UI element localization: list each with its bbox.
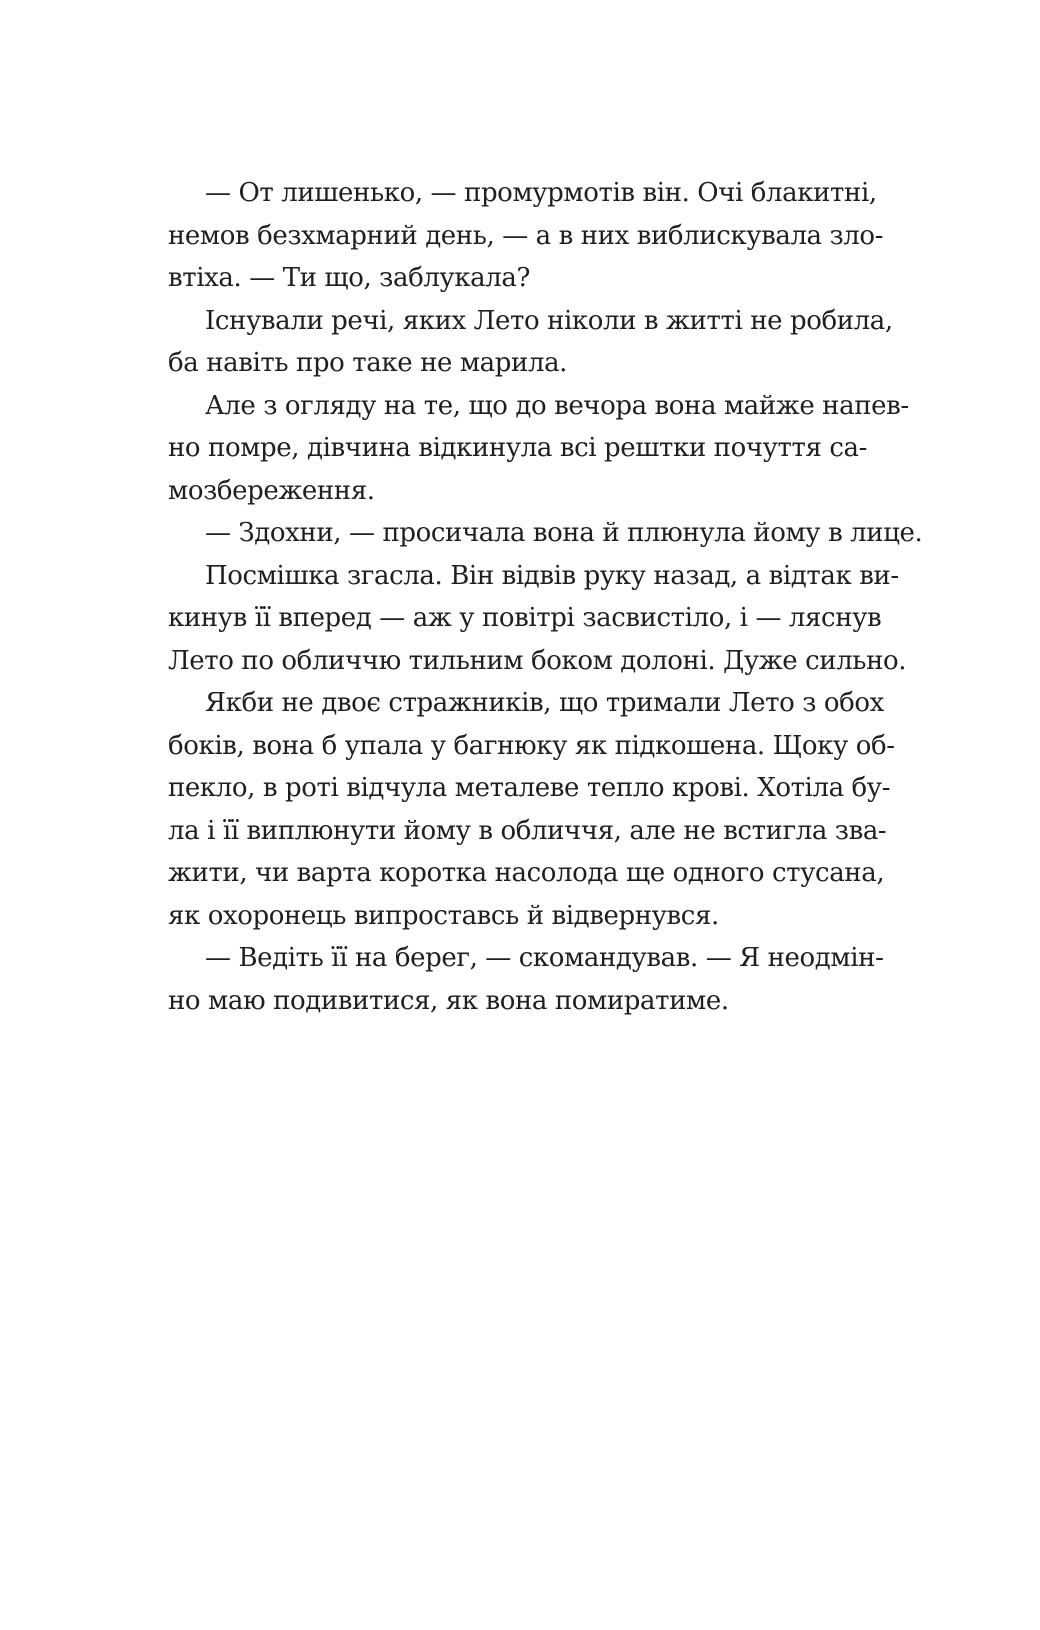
text-line: кинув її вперед — аж у повітрі засвистіло, і — ляснув	[168, 603, 882, 633]
text-line: ба навіть про таке не марила.	[168, 348, 568, 378]
paragraph	[131, 385, 909, 513]
text-line: — Ведіть її на берег, — скомандував. — Я неодмін-	[205, 943, 884, 973]
paragraph	[131, 512, 923, 555]
text-line: но маю подивитися, як вона помиратиме.	[168, 985, 729, 1016]
text-line: мозбереження.	[168, 475, 375, 506]
text-line: Існували речі, яких Лето ніколи в житті не робила,	[205, 305, 893, 336]
text-line: боків, вона б упала у багнюку як підкошена. Щоку об-	[168, 730, 895, 761]
paragraph	[131, 682, 895, 937]
book-page	[131, 172, 923, 1022]
text-line: но помре, дівчина відкинула всі рештки почуття са-	[168, 433, 867, 463]
text-line: Але з огляду на те, що до вечора вона майже напев-	[205, 390, 909, 421]
paragraph	[131, 300, 893, 385]
text-line: немов безхмарний день, — а в них виблискувала зло-	[168, 220, 884, 251]
text-line: втіха. — Ти що, заблукала?	[168, 263, 531, 293]
text-line: жити, чи варта коротка насолода ще одного стусана,	[168, 858, 885, 888]
text-line: пекло, в роті відчула металеве тепло крові. Хотіла бу-	[168, 773, 891, 803]
text-line: як охоронець випроставсь й відвернувся.	[168, 900, 719, 931]
text-line: Посмішка згасла. Він відвів руку назад, а відтак ви-	[205, 560, 899, 591]
text-line: Лето по обличчю тильним боком долоні. Дуже сильно.	[168, 645, 907, 676]
paragraph	[131, 937, 884, 1022]
paragraph	[131, 555, 907, 683]
paragraph	[131, 172, 884, 300]
text-line: Якби не двоє стражників, що тримали Лето з обох	[205, 688, 884, 718]
text-line: — От лишенько, — промурмотів він. Очі блакитні,	[205, 178, 877, 208]
text-line: ла і її виплюнути йому в обличчя, але не встигла зва-	[168, 815, 887, 846]
text-line: — Здохни, — просичала вона й плюнула йому в лице.	[205, 518, 923, 548]
